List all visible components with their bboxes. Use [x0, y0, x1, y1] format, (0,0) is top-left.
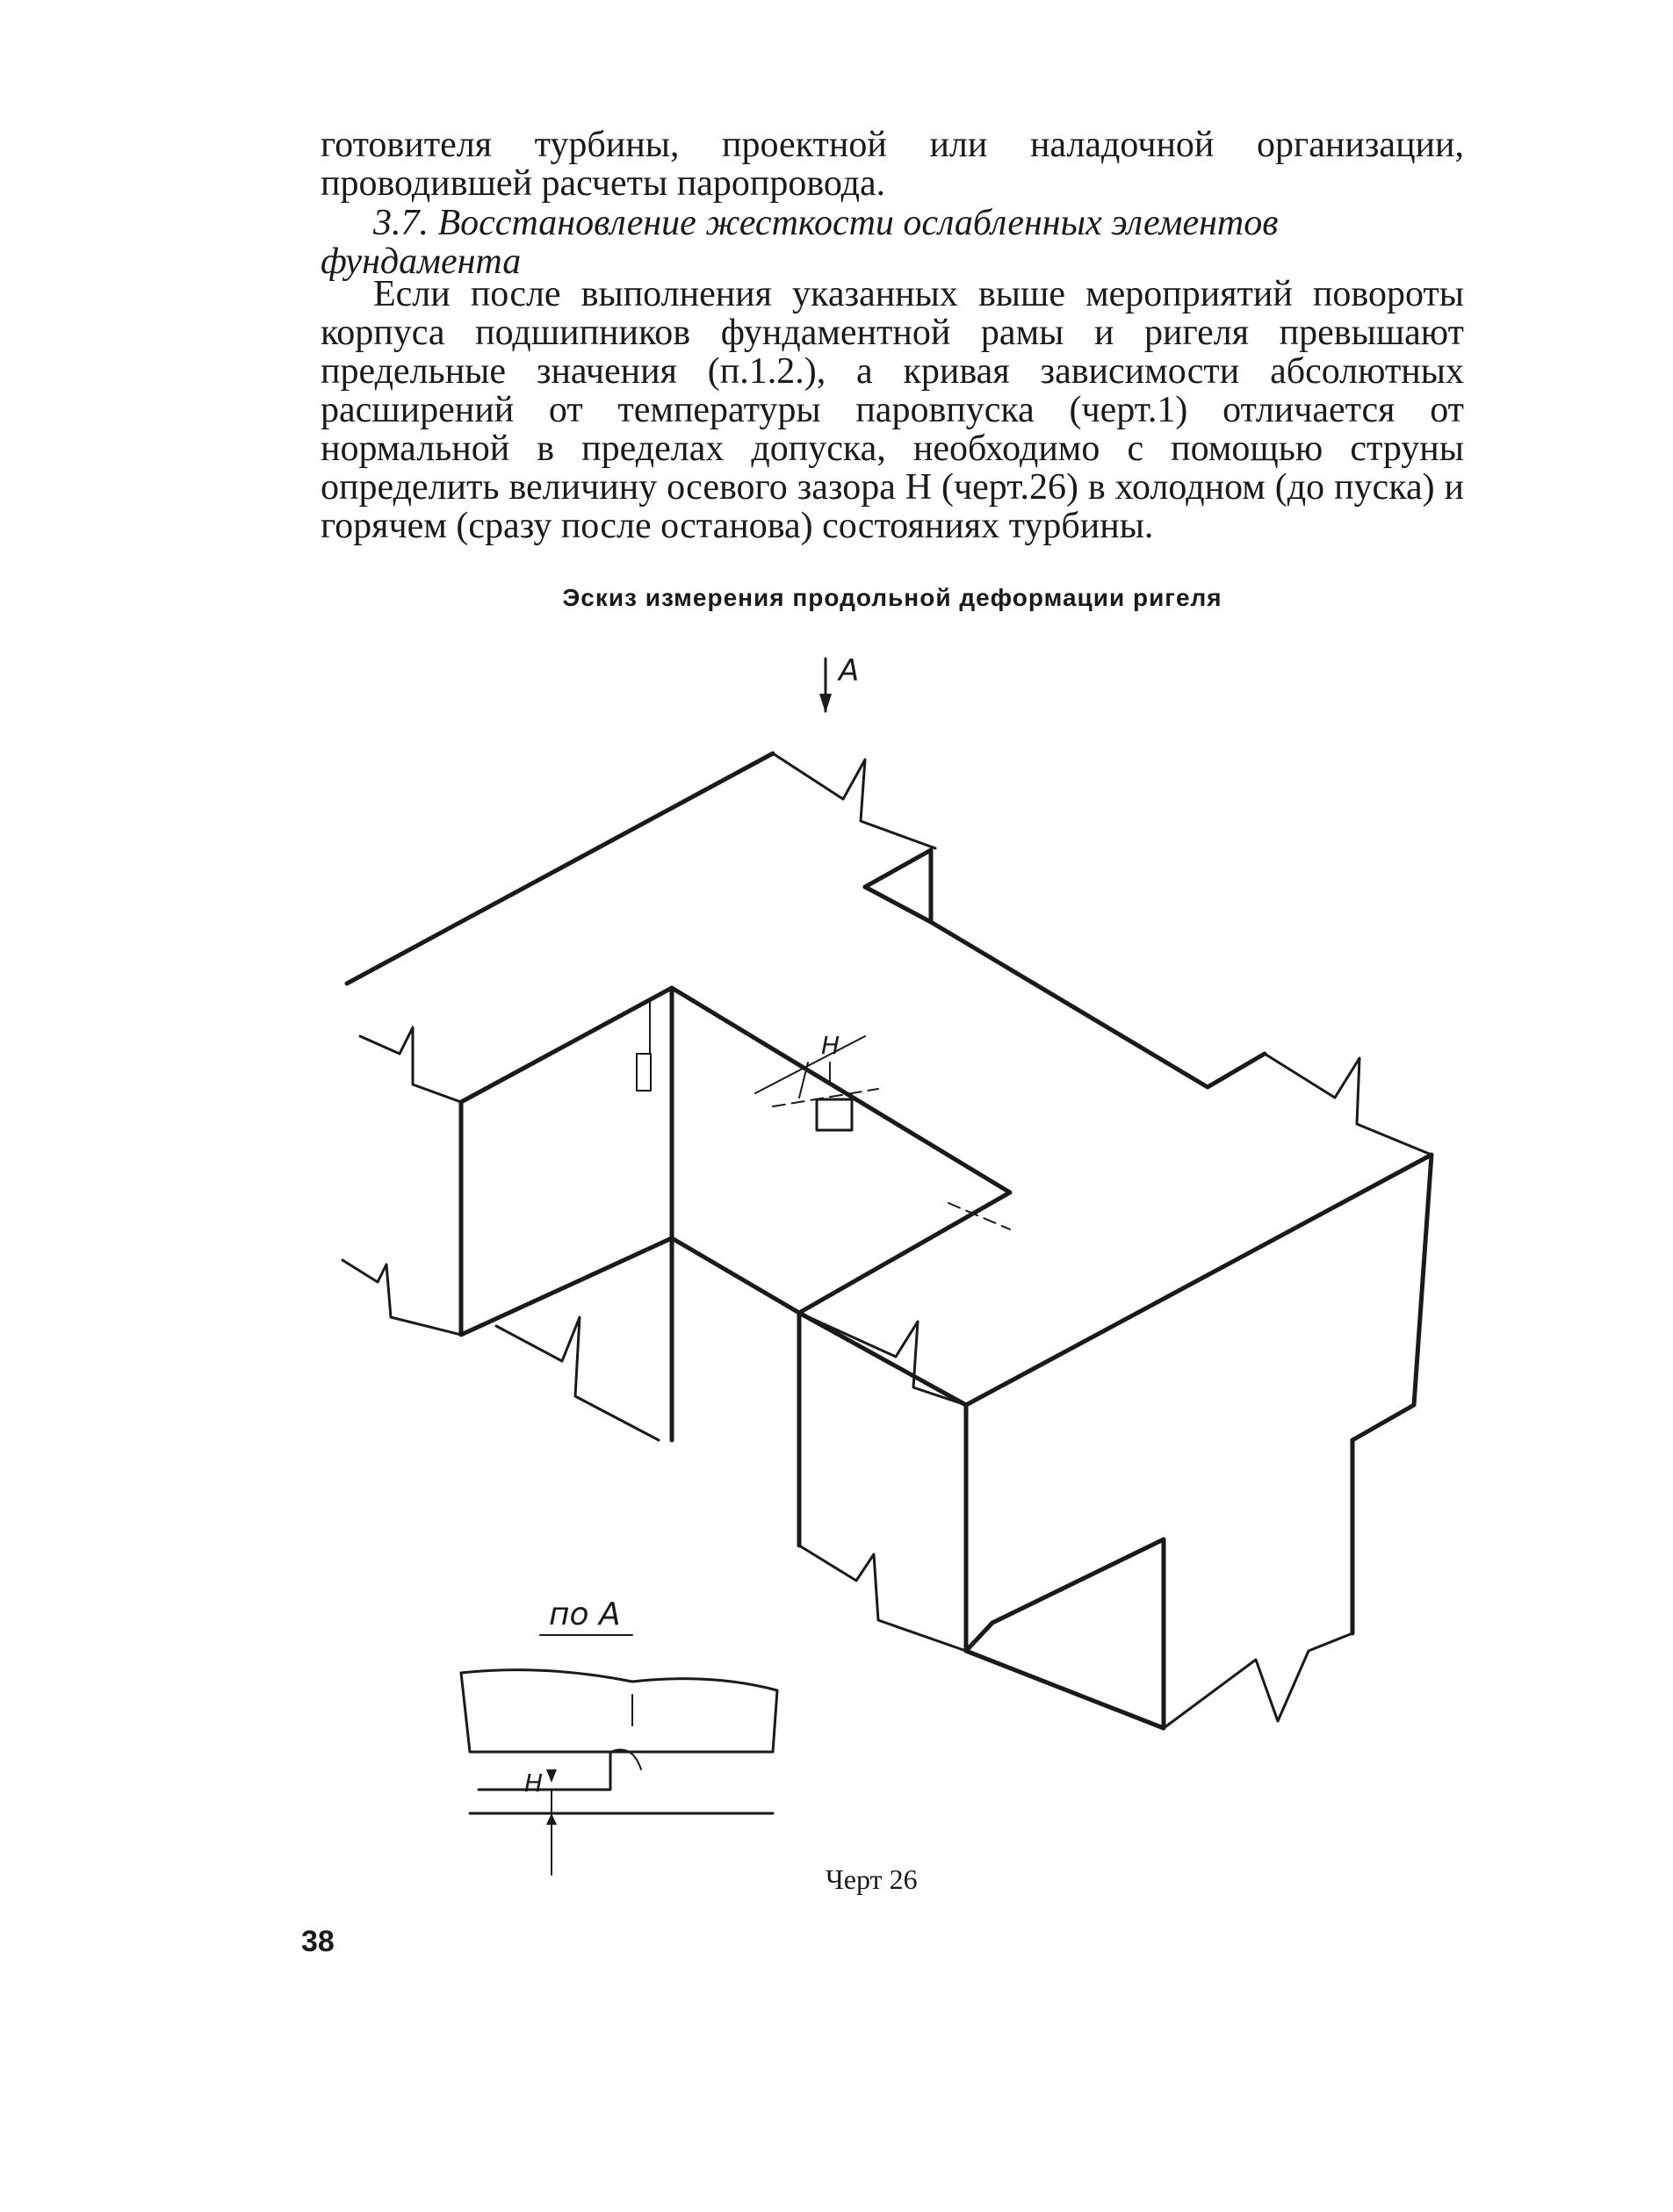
detail-view-label: по A [549, 1596, 621, 1632]
detail-gap-label: H [524, 1769, 544, 1798]
view-arrow [819, 653, 859, 713]
figure-caption: Черт 26 [826, 1863, 918, 1895]
body-paragraph: Если после выполнения указанных выше мероприятий повороты корпуса подшипников фундаментной рамы и ригеля превышают предельные значения (п.1.2.), а кривая зависимости абсолютных расширений от температуры паровпуска (черт.1) отличается от нормальной в пределах допуска, необходимо с помощью струны определить величину осевого зазора Н (черт.26) в холодном (до пуска) и горячем (сразу после останова) состояниях турбины. [321, 274, 1464, 546]
section-heading: 3.7. Восстановление жесткости ослабленных элементов фундамента [321, 203, 1279, 282]
page-number: 38 [301, 1925, 335, 1958]
gap-label: H [821, 1031, 840, 1060]
figure-title: Эскиз измерения продольной деформации ригеля [562, 584, 1222, 611]
view-arrow-label: A [839, 653, 860, 688]
paragraph-continuation: готовителя турбины, проектной или наладочной организации, проводившей расчеты паропровода. [321, 125, 1464, 204]
foundation-outline [343, 753, 1431, 1728]
detail-view [461, 1596, 777, 1875]
